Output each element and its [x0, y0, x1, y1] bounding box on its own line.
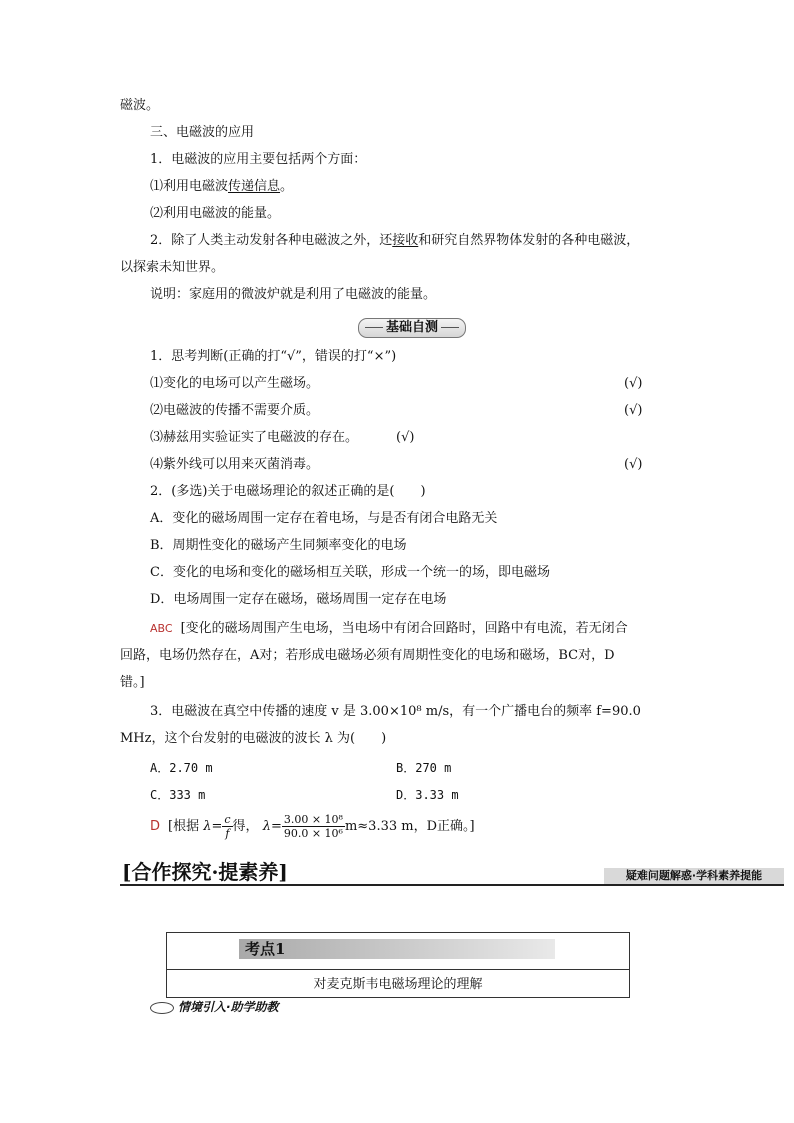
- intro-label: 情境引入·助学助教: [178, 1000, 279, 1014]
- fraction-denominator: f: [225, 827, 230, 840]
- text-fragment: ⑴利用电磁波: [150, 179, 229, 194]
- option-b: B．周期性变化的磁场产生同频率变化的电场: [150, 538, 407, 553]
- formula-lambda: λ=: [262, 819, 282, 834]
- option-d: D．电场周围一定存在磁场，磁场周围一定存在电场: [150, 592, 447, 607]
- answer-key: D: [150, 819, 161, 834]
- text-fragment: 和研究自然界物体发射的各种电磁波，: [418, 233, 640, 248]
- judge-mark: (√): [624, 376, 643, 391]
- option-c: C．333 m: [150, 788, 206, 802]
- solution-text: m≈3.33 m，D正确。]: [344, 819, 475, 834]
- section-tag: 疑难问题解惑·学科素养提能: [604, 868, 784, 884]
- explanation: 回路，电场仍然存在，A对；若形成电磁场必须有周期性变化的电场和磁场，BC对，D: [120, 648, 615, 663]
- judge-item: ⑵电磁波的传播不需要介质。: [150, 403, 320, 418]
- judge-mark: (√): [396, 430, 415, 445]
- explanation: [变化的磁场周围产生电场，当电场中有闭合回路时，回路中有电流，若无闭合: [180, 621, 628, 636]
- solution-text: [根据: [168, 819, 200, 834]
- judge-item: ⑴变化的电场可以产生磁场。: [150, 376, 320, 391]
- kaodian-box: [166, 932, 630, 998]
- option-c: C．变化的电场和变化的磁场相互关联，形成一个统一的场，即电磁场: [150, 565, 550, 580]
- answer-key: ABC: [150, 622, 173, 635]
- judge-item: ⑶赫兹用实验证实了电磁波的存在。: [150, 430, 359, 445]
- solution-text: 得，: [232, 819, 259, 834]
- question-stem: 2．(多选)关于电磁场理论的叙述正确的是( ): [150, 484, 426, 499]
- formula-lambda: λ=: [203, 819, 223, 834]
- text-fragment: 。: [280, 179, 294, 194]
- formula-fraction: [222, 813, 232, 840]
- underlined-term: 接收: [392, 233, 419, 248]
- judge-item: ⑷紫外线可以用来灭菌消毒。: [150, 457, 320, 472]
- scroll-icon: [150, 1002, 174, 1014]
- option-b: B．270 m: [396, 761, 452, 775]
- text-line: [150, 178, 293, 196]
- option-a: A．2.70 m: [150, 761, 213, 775]
- option-a: A．变化的磁场周围一定存在着电场，与是否有闭合电路无关: [150, 511, 498, 526]
- kaodian-divider: [167, 969, 629, 970]
- kaodian-header: [239, 939, 555, 959]
- intro-heading: [150, 998, 279, 1015]
- question-stem: MHz，这个台发射的电磁波的波长 λ 为( ): [120, 731, 387, 746]
- kaodian-label: 考点1: [245, 940, 286, 958]
- judge-mark: (√): [624, 457, 643, 472]
- solution-line: [150, 812, 475, 842]
- explanation: 错。]: [120, 675, 145, 690]
- underlined-term: 传递信息: [228, 179, 281, 194]
- text-line: ⑵利用电磁波的能量。: [150, 206, 281, 221]
- kaodian-subtitle: 对麦克斯韦电磁场理论的理解: [313, 977, 483, 992]
- text-line: 磁波。: [120, 98, 160, 113]
- text-line: 以探索未知世界。: [120, 260, 225, 275]
- fraction-denominator: 90.0 × 10⁶: [283, 827, 343, 840]
- option-d: D．3.33 m: [396, 788, 459, 802]
- note-line: 说明：家庭用的微波炉就是利用了电磁波的能量。: [150, 287, 437, 302]
- judge-mark: (√): [624, 403, 643, 418]
- text-line: 1．电磁波的应用主要包括两个方面：: [150, 152, 367, 167]
- answer-line: [150, 620, 628, 638]
- question-stem: 3．电磁波在真空中传播的速度 v 是 3.00×10⁸ m/s，有一个广播电台的频率 f=90.0: [150, 704, 641, 719]
- question-stem: 1．思考判断(正确的打“√”，错误的打“×”): [150, 349, 397, 364]
- section-title: [合作探究·提素养]: [122, 860, 288, 884]
- fraction-numerator: 3.00 × 10⁸: [283, 813, 343, 826]
- text-fragment: 2．除了人类主动发射各种电磁波之外，还: [150, 233, 393, 248]
- subsection-heading: 三、电磁波的应用: [150, 125, 255, 140]
- section-banner: 基础自测: [358, 318, 466, 338]
- text-line: [150, 232, 639, 250]
- section-divider: [120, 884, 784, 886]
- formula-fraction: [282, 813, 345, 840]
- fraction-numerator: c: [224, 813, 231, 826]
